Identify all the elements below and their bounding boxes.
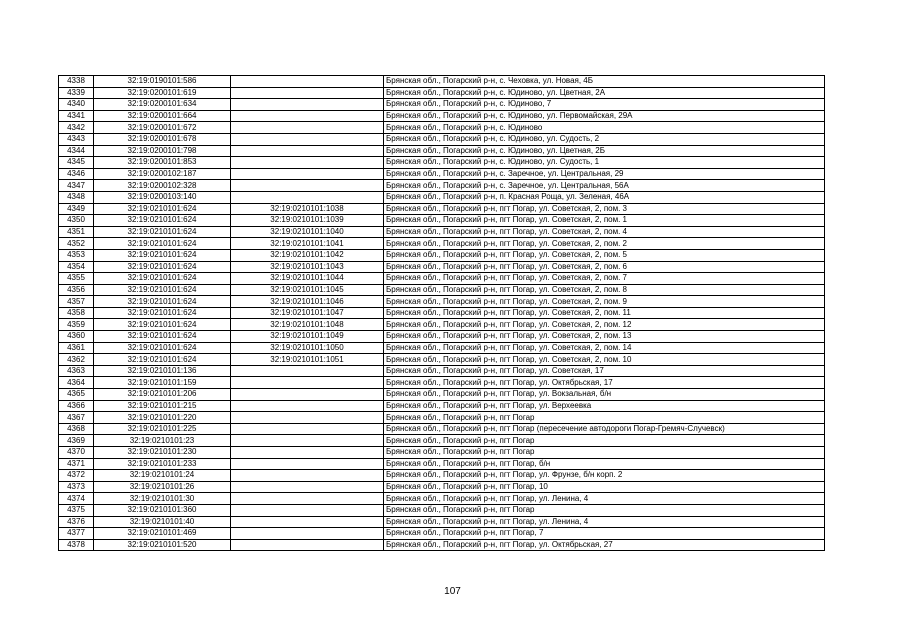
cadastral-number-cell: 32:19:0200102:187 [94,168,231,180]
row-number-cell: 4343 [59,133,94,145]
table-row [59,296,825,308]
sub-cadastral-number-cell [231,516,384,528]
row-number-cell: 4338 [59,76,94,88]
sub-cadastral-number-cell [231,122,384,134]
sub-cadastral-number-cell [231,168,384,180]
row-number-cell: 4363 [59,365,94,377]
table-row [59,145,825,157]
address-cell: Брянская обл., Погарский р-н, пгт Погар, ул. Советская, 2, пом. 2 [384,238,825,250]
row-number-cell: 4353 [59,249,94,261]
address-cell: Брянская обл., Погарский р-н, пгт Погар, ул. Советская, 2, пом. 10 [384,354,825,366]
sub-cadastral-number-cell: 32:19:0210101:1048 [231,319,384,331]
row-number-cell: 4340 [59,99,94,111]
sub-cadastral-number-cell [231,377,384,389]
cadastral-number-cell: 32:19:0210101:206 [94,389,231,401]
address-cell: Брянская обл., Погарский р-н, пгт Погар, ул. Советская, 2, пом. 4 [384,226,825,238]
table-row [59,342,825,354]
sub-cadastral-number-cell: 32:19:0210101:1043 [231,261,384,273]
row-number-cell: 4345 [59,157,94,169]
row-number-cell: 4373 [59,481,94,493]
row-number-cell: 4370 [59,447,94,459]
cadastral-number-cell: 32:19:0200102:328 [94,180,231,192]
sub-cadastral-number-cell: 32:19:0210101:1042 [231,249,384,261]
cadastral-number-cell: 32:19:0200101:853 [94,157,231,169]
sub-cadastral-number-cell: 32:19:0210101:1051 [231,354,384,366]
sub-cadastral-number-cell [231,133,384,145]
cadastral-number-cell: 32:19:0200103:140 [94,191,231,203]
sub-cadastral-number-cell [231,389,384,401]
table-row [59,191,825,203]
table-row [59,168,825,180]
table-row [59,423,825,435]
sub-cadastral-number-cell: 32:19:0210101:1046 [231,296,384,308]
table-row [59,331,825,343]
row-number-cell: 4361 [59,342,94,354]
address-cell: Брянская обл., Погарский р-н, с. Заречное, ул. Центральная, 56А [384,180,825,192]
address-cell: Брянская обл., Погарский р-н, с. Юдиново, ул. Судость, 1 [384,157,825,169]
table-row [59,319,825,331]
sub-cadastral-number-cell [231,400,384,412]
table-row [59,203,825,215]
sub-cadastral-number-cell [231,481,384,493]
cadastral-number-cell: 32:19:0200101:664 [94,110,231,122]
table-row [59,238,825,250]
address-cell: Брянская обл., Погарский р-н, пгт Погар, ул. Советская, 2, пом. 14 [384,342,825,354]
address-cell: Брянская обл., Погарский р-н, пгт Погар, ул. Октябрьская, 17 [384,377,825,389]
sub-cadastral-number-cell: 32:19:0210101:1049 [231,331,384,343]
table-row [59,539,825,551]
row-number-cell: 4359 [59,319,94,331]
sub-cadastral-number-cell [231,458,384,470]
table-row [59,261,825,273]
cadastral-number-cell: 32:19:0210101:30 [94,493,231,505]
cadastral-number-cell: 32:19:0210101:40 [94,516,231,528]
row-number-cell: 4357 [59,296,94,308]
address-cell: Брянская обл., Погарский р-н, с. Заречное, ул. Центральная, 29 [384,168,825,180]
row-number-cell: 4372 [59,470,94,482]
cadastral-number-cell: 32:19:0210101:469 [94,528,231,540]
address-cell: Брянская обл., Погарский р-н, пгт Погар, 7 [384,528,825,540]
sub-cadastral-number-cell [231,435,384,447]
row-number-cell: 4377 [59,528,94,540]
cadastral-number-cell: 32:19:0210101:215 [94,400,231,412]
address-cell: Брянская обл., Погарский р-н, с. Чеховка, ул. Новая, 4Б [384,76,825,88]
cadastral-number-cell: 32:19:0210101:230 [94,447,231,459]
address-cell: Брянская обл., Погарский р-н, с. Юдиново, ул. Судость, 2 [384,133,825,145]
address-cell: Брянская обл., Погарский р-н, пгт Погар, ул. Фрунзе, б/н корп. 2 [384,470,825,482]
table-row [59,157,825,169]
table-row [59,493,825,505]
cadastral-number-cell: 32:19:0200101:672 [94,122,231,134]
cadastral-number-cell: 32:19:0210101:136 [94,365,231,377]
address-cell: Брянская обл., Погарский р-н, с. Юдиново, ул. Первомайская, 29А [384,110,825,122]
cadastral-number-cell: 32:19:0190101:586 [94,76,231,88]
address-cell: Брянская обл., Погарский р-н, пгт Погар, ул. Советская, 2, пом. 1 [384,215,825,227]
cadastral-number-cell: 32:19:0210101:225 [94,423,231,435]
row-number-cell: 4344 [59,145,94,157]
registry-table [58,75,825,551]
cadastral-number-cell: 32:19:0210101:624 [94,354,231,366]
cadastral-number-cell: 32:19:0210101:624 [94,307,231,319]
row-number-cell: 4366 [59,400,94,412]
registry-table-body [59,76,825,551]
table-row [59,377,825,389]
cadastral-number-cell: 32:19:0210101:624 [94,203,231,215]
sub-cadastral-number-cell [231,157,384,169]
row-number-cell: 4346 [59,168,94,180]
address-cell: Брянская обл., Погарский р-н, пгт Погар, ул. Вокзальная, б/н [384,389,825,401]
cadastral-number-cell: 32:19:0210101:624 [94,342,231,354]
cadastral-number-cell: 32:19:0210101:624 [94,238,231,250]
table-row [59,458,825,470]
table-row [59,226,825,238]
table-row [59,481,825,493]
table-row [59,504,825,516]
address-cell: Брянская обл., Погарский р-н, с. Юдиново, ул. Цветная, 2Б [384,145,825,157]
cadastral-number-cell: 32:19:0200101:798 [94,145,231,157]
sub-cadastral-number-cell [231,110,384,122]
row-number-cell: 4354 [59,261,94,273]
row-number-cell: 4355 [59,273,94,285]
cadastral-number-cell: 32:19:0210101:624 [94,331,231,343]
table-row [59,354,825,366]
row-number-cell: 4358 [59,307,94,319]
row-number-cell: 4339 [59,87,94,99]
cadastral-number-cell: 32:19:0210101:624 [94,319,231,331]
table-row [59,284,825,296]
cadastral-number-cell: 32:19:0210101:624 [94,249,231,261]
cadastral-number-cell: 32:19:0210101:624 [94,226,231,238]
cadastral-number-cell: 32:19:0210101:624 [94,284,231,296]
row-number-cell: 4368 [59,423,94,435]
table-row [59,99,825,111]
row-number-cell: 4371 [59,458,94,470]
row-number-cell: 4342 [59,122,94,134]
sub-cadastral-number-cell [231,447,384,459]
address-cell: Брянская обл., Погарский р-н, пгт Погар, ул. Ленина, 4 [384,493,825,505]
address-cell: Брянская обл., Погарский р-н, с. Юдиново [384,122,825,134]
address-cell: Брянская обл., Погарский р-н, пгт Погар, ул. Верхеевка [384,400,825,412]
table-row [59,133,825,145]
row-number-cell: 4362 [59,354,94,366]
sub-cadastral-number-cell [231,539,384,551]
address-cell: Брянская обл., Погарский р-н, пгт Погар, ул. Советская, 2, пом. 11 [384,307,825,319]
row-number-cell: 4350 [59,215,94,227]
sub-cadastral-number-cell [231,76,384,88]
sub-cadastral-number-cell [231,423,384,435]
sub-cadastral-number-cell: 32:19:0210101:1047 [231,307,384,319]
table-row [59,87,825,99]
address-cell: Брянская обл., Погарский р-н, пгт Погар, ул. Ленина, 4 [384,516,825,528]
table-row [59,180,825,192]
sub-cadastral-number-cell: 32:19:0210101:1038 [231,203,384,215]
cadastral-number-cell: 32:19:0210101:624 [94,296,231,308]
address-cell: Брянская обл., Погарский р-н, пгт Погар, ул. Советская, 2, пом. 6 [384,261,825,273]
cadastral-number-cell: 32:19:0210101:24 [94,470,231,482]
row-number-cell: 4352 [59,238,94,250]
address-cell: Брянская обл., Погарский р-н, пгт Погар, ул. Советская, 2, пом. 13 [384,331,825,343]
address-cell: Брянская обл., Погарский р-н, пгт Погар, ул. Советская, 17 [384,365,825,377]
cadastral-number-cell: 32:19:0210101:23 [94,435,231,447]
sub-cadastral-number-cell [231,191,384,203]
table-row [59,215,825,227]
sub-cadastral-number-cell [231,99,384,111]
address-cell: Брянская обл., Погарский р-н, пгт Погар, ул. Октябрьская, 27 [384,539,825,551]
address-cell: Брянская обл., Погарский р-н, пгт Погар [384,435,825,447]
address-cell: Брянская обл., Погарский р-н, п. Красная Роща, ул. Зеленая, 46А [384,191,825,203]
row-number-cell: 4349 [59,203,94,215]
address-cell: Брянская обл., Погарский р-н, пгт Погар, ул. Советская, 2, пом. 8 [384,284,825,296]
sub-cadastral-number-cell: 32:19:0210101:1041 [231,238,384,250]
address-cell: Брянская обл., Погарский р-н, пгт Погар, ул. Советская, 2, пом. 9 [384,296,825,308]
sub-cadastral-number-cell [231,470,384,482]
cadastral-number-cell: 32:19:0210101:220 [94,412,231,424]
row-number-cell: 4378 [59,539,94,551]
table-row [59,76,825,88]
table-row [59,470,825,482]
sub-cadastral-number-cell [231,493,384,505]
table-row [59,122,825,134]
table-row [59,365,825,377]
sub-cadastral-number-cell: 32:19:0210101:1039 [231,215,384,227]
row-number-cell: 4351 [59,226,94,238]
row-number-cell: 4375 [59,504,94,516]
table-row [59,412,825,424]
address-cell: Брянская обл., Погарский р-н, пгт Погар, ул. Советская, 2, пом. 5 [384,249,825,261]
cadastral-number-cell: 32:19:0210101:624 [94,261,231,273]
row-number-cell: 4347 [59,180,94,192]
row-number-cell: 4364 [59,377,94,389]
address-cell: Брянская обл., Погарский р-н, пгт Погар [384,412,825,424]
cadastral-number-cell: 32:19:0210101:624 [94,215,231,227]
cadastral-number-cell: 32:19:0200101:634 [94,99,231,111]
cadastral-number-cell: 32:19:0210101:624 [94,273,231,285]
row-number-cell: 4341 [59,110,94,122]
row-number-cell: 4374 [59,493,94,505]
table-row [59,389,825,401]
table-row [59,110,825,122]
address-cell: Брянская обл., Погарский р-н, с. Юдиново, ул. Цветная, 2А [384,87,825,99]
row-number-cell: 4367 [59,412,94,424]
sub-cadastral-number-cell [231,180,384,192]
row-number-cell: 4348 [59,191,94,203]
address-cell: Брянская обл., Погарский р-н, пгт Погар [384,447,825,459]
row-number-cell: 4360 [59,331,94,343]
sub-cadastral-number-cell [231,412,384,424]
page-number: 107 [444,586,461,597]
table-row [59,400,825,412]
sub-cadastral-number-cell [231,528,384,540]
sub-cadastral-number-cell: 32:19:0210101:1040 [231,226,384,238]
row-number-cell: 4369 [59,435,94,447]
cadastral-number-cell: 32:19:0210101:26 [94,481,231,493]
cadastral-number-cell: 32:19:0200101:678 [94,133,231,145]
table-row [59,528,825,540]
sub-cadastral-number-cell [231,504,384,516]
table-row [59,273,825,285]
table-row [59,307,825,319]
cadastral-number-cell: 32:19:0210101:233 [94,458,231,470]
sub-cadastral-number-cell [231,87,384,99]
row-number-cell: 4376 [59,516,94,528]
address-cell: Брянская обл., Погарский р-н, пгт Погар, ул. Советская, 2, пом. 12 [384,319,825,331]
address-cell: Брянская обл., Погарский р-н, пгт Погар [384,504,825,516]
cadastral-number-cell: 32:19:0210101:159 [94,377,231,389]
address-cell: Брянская обл., Погарский р-н, с. Юдиново, 7 [384,99,825,111]
table-row [59,447,825,459]
address-cell: Брянская обл., Погарский р-н, пгт Погар, 10 [384,481,825,493]
sub-cadastral-number-cell: 32:19:0210101:1044 [231,273,384,285]
table-row [59,435,825,447]
cadastral-number-cell: 32:19:0210101:360 [94,504,231,516]
address-cell: Брянская обл., Погарский р-н, пгт Погар, ул. Советская, 2, пом. 3 [384,203,825,215]
sub-cadastral-number-cell: 32:19:0210101:1045 [231,284,384,296]
sub-cadastral-number-cell [231,365,384,377]
address-cell: Брянская обл., Погарский р-н, пгт Погар, ул. Советская, 2, пом. 7 [384,273,825,285]
table-row [59,516,825,528]
address-cell: Брянская обл., Погарский р-н, пгт Погар (пересечение автодороги Погар-Гремяч-Случевск) [384,423,825,435]
row-number-cell: 4356 [59,284,94,296]
cadastral-number-cell: 32:19:0200101:619 [94,87,231,99]
cadastral-number-cell: 32:19:0210101:520 [94,539,231,551]
row-number-cell: 4365 [59,389,94,401]
address-cell: Брянская обл., Погарский р-н, пгт Погар, б/н [384,458,825,470]
sub-cadastral-number-cell: 32:19:0210101:1050 [231,342,384,354]
sub-cadastral-number-cell [231,145,384,157]
table-row [59,249,825,261]
